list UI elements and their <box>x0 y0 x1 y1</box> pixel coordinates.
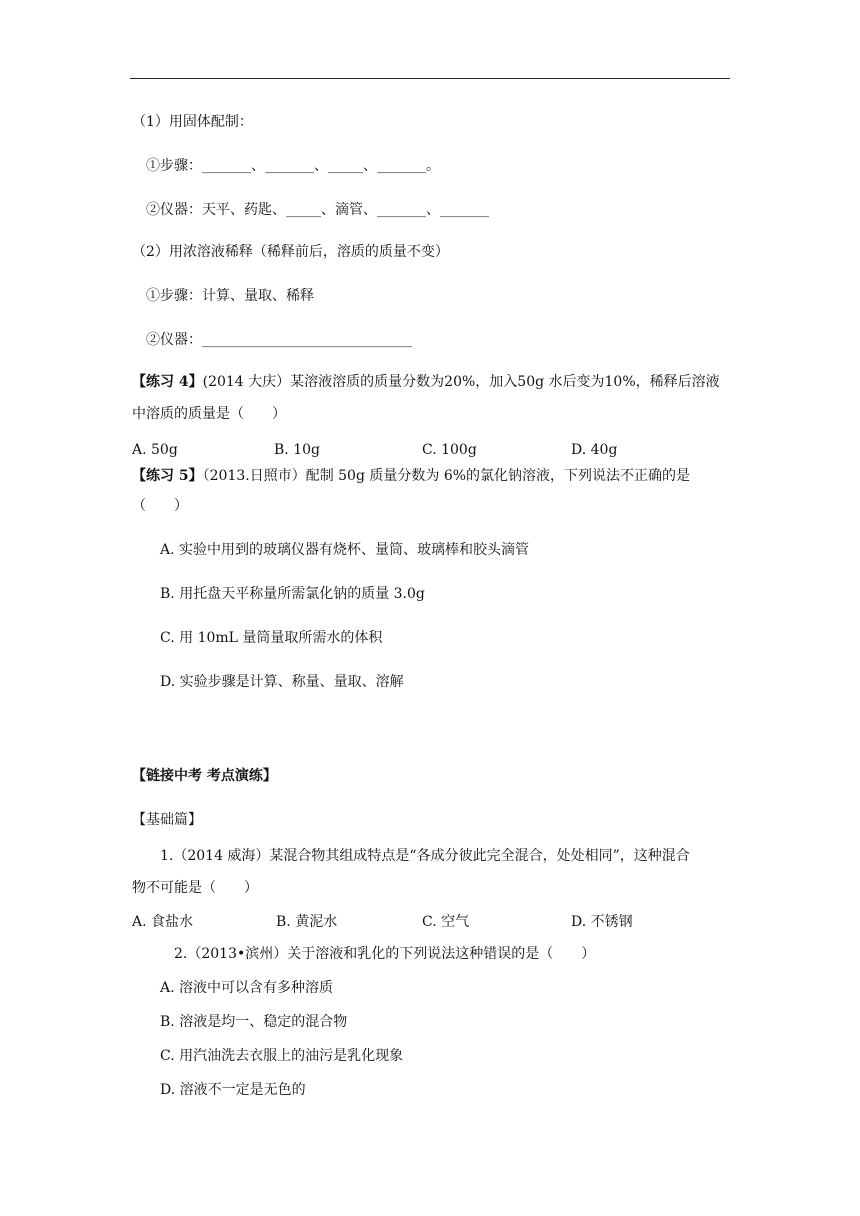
q2-line1: 2.（2013•滨州）关于溶液和乳化的下列说法这种错误的是（ ） <box>174 946 596 962</box>
link-heading: 【链接中考 考点演练】 <box>132 768 277 784</box>
q2-option-c: C. 用汽油洗去衣服上的油污是乳化现象 <box>160 1048 404 1064</box>
section1-title: （1）用固体配制： <box>132 114 253 130</box>
exercise4-option-c: C. 100g <box>422 442 477 458</box>
exercise5-option-d: D. 实验步骤是计算、称量、量取、溶解 <box>160 674 404 690</box>
q1-option-d: D. 不锈钢 <box>571 914 633 930</box>
exercise4-option-b: B. 10g <box>274 442 320 458</box>
q1-line1: 1.（2014 威海）某混合物其组成特点是“各成分彼此完全混合，处处相同”，这种混合 <box>160 848 690 864</box>
exercise5-line1 <box>132 466 690 486</box>
section1-steps: ①步骤：_______、_______、_____、_______。 <box>146 158 440 174</box>
exercise5-text: （2013.日照市）配制 50g 质量分数为 6%的氯化钠溶液，下列说法不正确的是 <box>202 468 691 484</box>
exercise5-option-c: C. 用 10mL 量筒量取所需水的体积 <box>160 630 383 646</box>
section2-steps: ①步骤：计算、量取、稀释 <box>146 288 314 304</box>
exercise4-option-d: D. 40g <box>571 442 618 458</box>
exercise4-tag: 【练习 4】 <box>132 374 203 390</box>
q1-option-a: A. 食盐水 <box>132 914 194 930</box>
exercise5-option-a: A. 实验中用到的玻璃仪器有烧杯、量筒、玻璃棒和胶头滴管 <box>160 542 530 558</box>
section2-title: （2）用浓溶液稀释（稀释前后，溶质的质量不变） <box>132 244 449 260</box>
exercise4-text: (2014 大庆）某溶液溶质的质量分数为20%，加入50g 水后变为10%，稀释后溶液 <box>202 374 720 390</box>
exercise5-line2: （ ） <box>132 498 188 514</box>
q1-option-b: B. 黄泥水 <box>276 914 338 930</box>
header-rule <box>130 78 730 79</box>
exercise4-line1 <box>132 372 720 392</box>
q1-line2: 物不可能是（ ） <box>132 880 258 896</box>
q2-option-a: A. 溶液中可以含有多种溶质 <box>160 980 334 996</box>
exercise5-tag: 【练习 5】 <box>132 468 203 484</box>
q2-option-d: D. 溶液不一定是无色的 <box>160 1082 306 1098</box>
section2-instruments: ②仪器：______________________________ <box>146 332 412 348</box>
basic-heading: 【基础篇】 <box>132 812 202 828</box>
q2-option-b: B. 溶液是均一、稳定的混合物 <box>160 1014 348 1030</box>
exercise4-line2: 中溶质的质量是（ ） <box>132 406 286 422</box>
q1-option-c: C. 空气 <box>422 914 470 930</box>
exercise5-option-b: B. 用托盘天平称量所需氯化钠的质量 3.0g <box>160 586 425 602</box>
section1-instruments: ②仪器：天平、药匙、_____、滴管、_______、_______ <box>146 202 489 218</box>
exercise4-option-a: A. 50g <box>132 442 178 458</box>
